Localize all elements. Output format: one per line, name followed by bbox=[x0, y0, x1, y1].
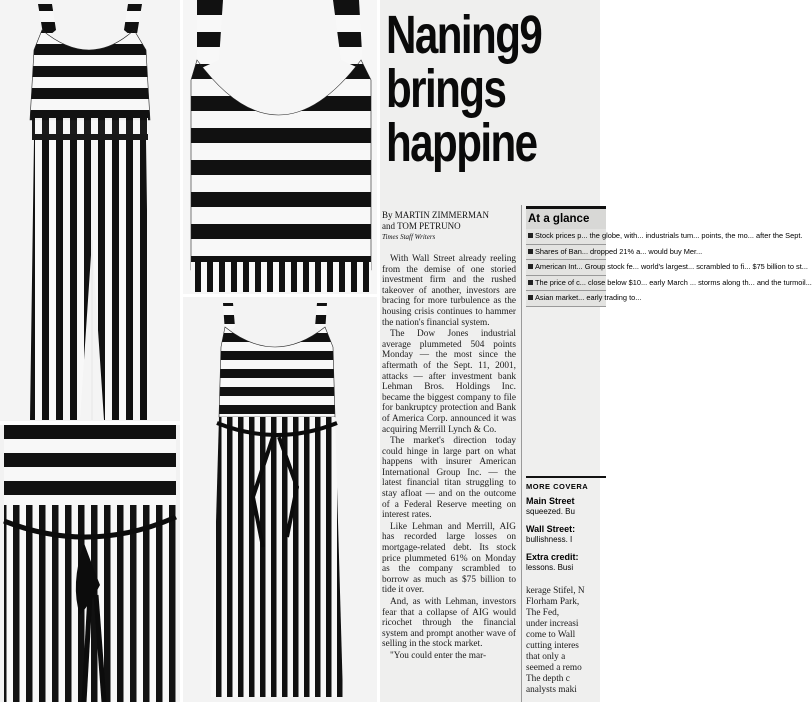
glance-item bbox=[526, 229, 803, 245]
right-column-text bbox=[526, 586, 602, 702]
more-coverage-item-text: squeezed. Bu bbox=[526, 507, 575, 516]
more-coverage-item bbox=[526, 552, 606, 573]
jumpsuit-full-front-photo bbox=[0, 0, 180, 421]
glance-item-text: Asian market... early trading to... bbox=[535, 293, 642, 302]
headline-line: happine bbox=[386, 113, 537, 173]
glance-item bbox=[526, 260, 808, 276]
byline-staff: Times Staff Writers bbox=[382, 233, 436, 241]
glance-item bbox=[526, 245, 703, 261]
more-coverage-title: MORE COVERA bbox=[526, 476, 606, 491]
right-column-line: that only a bbox=[526, 652, 566, 662]
at-a-glance-title: At a glance bbox=[526, 206, 606, 229]
bullet-icon bbox=[528, 295, 533, 300]
article-body bbox=[382, 254, 516, 702]
byline-line-2: and TOM PETRUNO bbox=[382, 221, 461, 231]
right-column-line: The depth c bbox=[526, 674, 570, 684]
article-paragraph: "You could enter the mar- bbox=[390, 650, 487, 661]
bullet-icon bbox=[528, 249, 533, 254]
byline bbox=[382, 210, 516, 243]
article-paragraph: The market's direction today could hinge in large part on what happens with insurer American International Group Inc. — the latest financial titan struggling to stay afloat — and on the outcome of a Federal Reserve meeting on interest rates. bbox=[382, 436, 516, 521]
more-coverage-item-bold: Extra credit: bbox=[526, 552, 579, 562]
article-paragraph: And, as with Lehman, investors fear that a collapse of AIG would ricochet through the financial system and prompt another wave of selling in the stock market. bbox=[382, 597, 516, 650]
article-paragraph: With Wall Street already reeling from the demise of one storied investment firm and the rushed takeover of another, investors are bracing for more turbulence as the housing crisis continues to hammer the nation's financial system. bbox=[382, 254, 516, 328]
more-coverage-item-bold: Main Street bbox=[526, 496, 575, 506]
bullet-icon bbox=[528, 233, 533, 238]
right-column-line: seemed a remo bbox=[526, 663, 582, 673]
jumpsuit-bodice-closeup-photo bbox=[183, 0, 377, 294]
right-column-line: The Fed, bbox=[526, 608, 560, 618]
glance-item-text: American Int... Group stock fe... world's largest... scrambled to fi... $75 billion to st... bbox=[535, 262, 808, 271]
more-coverage-item-bold: Wall Street: bbox=[526, 524, 576, 534]
right-column-line: Florham Park, bbox=[526, 597, 580, 607]
more-coverage-item-text: lessons. Busi bbox=[526, 563, 574, 572]
right-column-line: come to Wall bbox=[526, 630, 576, 640]
article-paragraph: The Dow Jones industrial average plummeted 504 points Monday — the most since the aftermath of the Sept. 11, 2001, attacks — after investment bank Lehman Bros. Holdings Inc. became the biggest company to file for bankruptcy protection and Bank of America Corp. announced it was acquiring Merrill Lynch & Co. bbox=[382, 329, 516, 435]
headline-line: brings bbox=[386, 59, 506, 119]
article-paragraph: Like Lehman and Merrill, AIG has recorded large losses on mortgage-related debt. Its stock price plummeted 61% on Monday as the company scrambled to borrow as much as $75 billion to tide it over. bbox=[382, 521, 516, 596]
more-coverage-item-text: bullishness. I bbox=[526, 535, 573, 544]
headline-line: Naning9 bbox=[386, 5, 542, 65]
more-coverage-item bbox=[526, 496, 606, 517]
more-coverage-item bbox=[526, 524, 606, 545]
right-column-line: under increasi bbox=[526, 619, 579, 629]
glance-item-text: Stock prices p... the globe, with... industrials tum... points, the mo... after the Sept. bbox=[535, 231, 803, 240]
right-column-line: kerage Stifel, N bbox=[526, 586, 585, 596]
right-column-line: cutting interes bbox=[526, 641, 579, 651]
right-column-line: analysts maki bbox=[526, 685, 577, 695]
at-a-glance-box bbox=[526, 206, 812, 468]
column-divider bbox=[521, 205, 522, 702]
byline-line-1: By MARTIN ZIMMERMAN bbox=[382, 210, 489, 220]
more-coverage-box bbox=[526, 476, 606, 580]
jumpsuit-waist-belt-closeup-photo bbox=[0, 425, 180, 702]
bullet-icon bbox=[528, 264, 533, 269]
newspaper-clipping bbox=[380, 0, 812, 702]
glance-item-text: The price of c... close below $10... early March ... storms along th... and the turmoil... bbox=[535, 277, 812, 287]
bullet-icon bbox=[528, 280, 533, 285]
glance-item bbox=[526, 291, 642, 307]
newspaper-headline bbox=[386, 5, 573, 173]
glance-item-text: Shares of Ban... dropped 21% a... would buy Mer... bbox=[535, 246, 703, 256]
jumpsuit-hanging-photo bbox=[183, 297, 377, 702]
glance-item bbox=[526, 276, 812, 292]
